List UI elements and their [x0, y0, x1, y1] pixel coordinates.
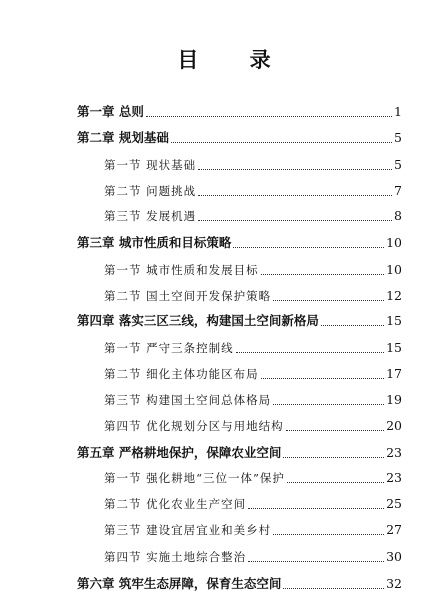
dot-leader: [287, 481, 384, 483]
dot-leader: [248, 507, 384, 509]
toc-section-entry[interactable]: [104, 366, 402, 382]
toc-section-entry[interactable]: [104, 522, 402, 538]
toc-chapter-entry[interactable]: [77, 574, 402, 592]
dot-leader: [198, 219, 392, 221]
toc-page-number: 30: [386, 549, 402, 564]
toc-section-entry[interactable]: [104, 392, 402, 408]
dot-leader: [273, 403, 384, 405]
dot-leader: [283, 587, 384, 589]
toc-entry-label: 第二节 细化主体功能区布局: [104, 367, 259, 381]
toc-entry-label: 第三节 发展机遇: [104, 209, 197, 223]
dot-leader: [273, 533, 384, 535]
toc-page-number: 10: [386, 262, 402, 277]
dot-leader: [286, 429, 384, 431]
toc-page-number: 17: [386, 366, 402, 381]
toc-page-number: 23: [386, 470, 402, 485]
toc-entry-label: 第一节 强化耕地“三位一体”保护: [104, 471, 285, 485]
toc-entry-label: 第一节 城市性质和发展目标: [104, 263, 259, 277]
dot-leader: [146, 115, 392, 117]
toc-entry-label: 第一章 总则: [77, 104, 144, 119]
toc-entry-label: 第三节 建设宜居宜业和美乡村: [104, 523, 272, 537]
toc-page-number: 5: [394, 157, 402, 172]
dot-leader: [321, 324, 384, 326]
toc-chapter-entry[interactable]: [77, 102, 402, 120]
toc-section-entry[interactable]: [104, 496, 402, 512]
toc-section-entry[interactable]: [104, 470, 402, 486]
toc-section-entry[interactable]: [104, 418, 402, 434]
toc-entry-label: 第二节 优化农业生产空间: [104, 497, 247, 511]
toc-chapter-entry[interactable]: [77, 233, 402, 251]
toc-page-number: 32: [386, 576, 402, 591]
dot-leader: [248, 560, 384, 562]
toc-entry-label: 第四节 优化规划分区与用地结构: [104, 419, 284, 433]
dot-leader: [233, 246, 384, 248]
toc-chapter-entry[interactable]: [77, 128, 402, 146]
toc-entry-label: 第三章 城市性质和目标策略: [77, 235, 232, 250]
toc-page-number: 7: [394, 183, 402, 198]
toc-page-number: 25: [386, 496, 402, 511]
toc-section-entry[interactable]: [104, 262, 402, 278]
toc-chapter-entry[interactable]: [77, 311, 402, 329]
toc-entry-label: 第五章 严格耕地保护，保障农业空间: [77, 445, 282, 460]
dot-leader: [283, 456, 384, 458]
toc-entry-label: 第六章 筑牢生态屏障，保育生态空间: [77, 576, 282, 591]
toc-page-number: 5: [394, 130, 402, 145]
toc-page-number: 20: [386, 418, 402, 433]
toc-section-entry[interactable]: [104, 183, 402, 199]
page-title: 目 录: [177, 47, 293, 72]
toc-section-entry[interactable]: [104, 208, 402, 224]
toc-section-entry[interactable]: [104, 340, 402, 356]
dot-leader: [236, 351, 384, 353]
toc-entry-label: 第四节 实施土地综合整治: [104, 550, 247, 564]
toc-entry-label: 第二节 国土空间开发保护策略: [104, 289, 272, 303]
toc-page-number: 10: [386, 235, 402, 250]
toc-entry-label: 第一节 严守三条控制线: [104, 341, 234, 355]
toc-page-number: 12: [386, 288, 402, 303]
toc-page-number: 15: [386, 313, 402, 328]
toc-page-number: 23: [386, 445, 402, 460]
toc-chapter-entry[interactable]: [77, 443, 402, 461]
toc-section-entry[interactable]: [104, 288, 402, 304]
toc-entry-label: 第一节 现状基础: [104, 158, 197, 172]
dot-leader: [261, 377, 384, 379]
toc-entry-label: 第三节 构建国土空间总体格局: [104, 393, 272, 407]
toc-page-number: 8: [394, 208, 402, 223]
toc-section-entry[interactable]: [104, 157, 402, 173]
toc-page-number: 19: [386, 392, 402, 407]
dot-leader: [198, 194, 392, 196]
dot-leader: [261, 273, 384, 275]
dot-leader: [171, 141, 392, 143]
toc-page-number: 15: [386, 340, 402, 355]
toc-page-number: 27: [386, 522, 402, 537]
toc-entry-label: 第二节 问题挑战: [104, 184, 197, 198]
toc-entry-label: 第四章 落实三区三线，构建国土空间新格局: [77, 313, 319, 328]
dot-leader: [273, 299, 384, 301]
dot-leader: [198, 168, 392, 170]
toc-entry-label: 第二章 规划基础: [77, 130, 169, 145]
toc-section-entry[interactable]: [104, 549, 402, 565]
toc-page-number: 1: [394, 104, 402, 119]
